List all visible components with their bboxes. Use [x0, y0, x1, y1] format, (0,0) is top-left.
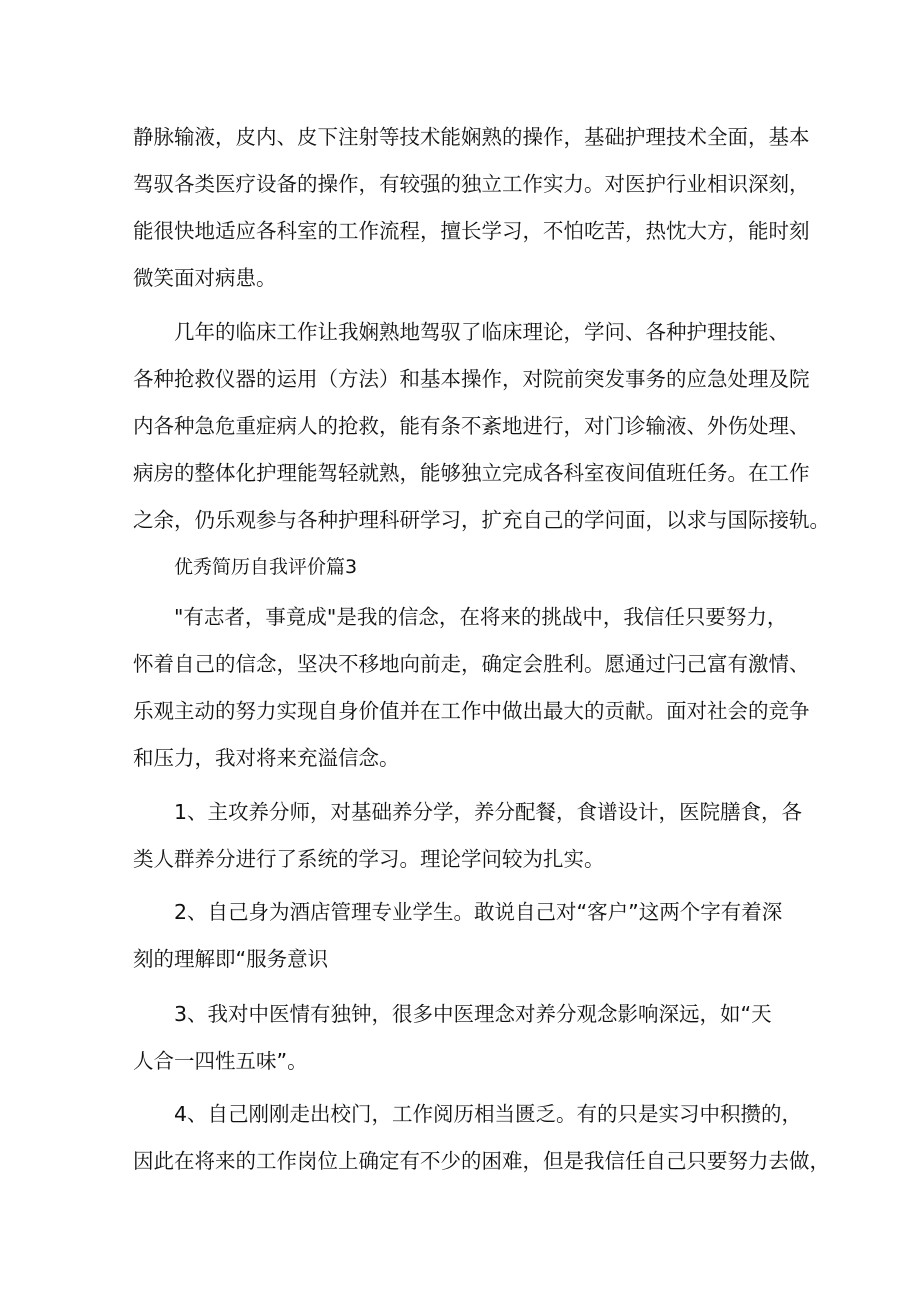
- paragraph-2-line-1: 几年的临床工作让我娴熟地驾驭了临床理论，学问、各种护理技能、: [174, 320, 789, 344]
- paragraph-1-line-3: 能很快地适应各科室的工作流程，擅长学习，不怕吃苦，热忱大方，能时刻: [133, 219, 810, 243]
- paragraph-1-line-2: 驾驭各类医疗设备的操作，有较强的独立工作实力。对医护行业相识深刻，: [133, 172, 810, 196]
- list-item-3-line-2: 人合一四性五味”。: [133, 1049, 308, 1073]
- list-item-1-line-2: 类人群养分进行了系统的学习。理论学问较为扎实。: [133, 847, 605, 871]
- list-item-3-line-1: 3、我对中医情有独钟，很多中医理念对养分观念影响深远，如“天: [174, 1002, 772, 1026]
- list-item-4-line-1: 4、自己刚刚走出校门，工作阅历相当匮乏。有的只是实习中积攒的，: [174, 1102, 803, 1126]
- list-item-4-line-2: 因此在将来的工作岗位上确定有不少的困难，但是我信任自己只要努力去做，: [133, 1149, 830, 1173]
- paragraph-2-line-3: 内各种急危重症病人的抢救，能有条不紊地进行，对门诊输液、外伤处理、: [133, 414, 810, 438]
- list-item-2-line-2: 刻的理解即“服务意识: [133, 947, 329, 971]
- paragraph-1-line-4: 微笑面对病患。: [133, 266, 277, 290]
- paragraph-3-line-3: 乐观主动的努力实现自身价值并在工作中做出最大的贡献。面对社会的竞争: [133, 699, 810, 723]
- paragraph-2-line-2: 各种抢救仪器的运用（方法）和基本操作，对院前突发事务的应急处理及院: [133, 367, 810, 391]
- paragraph-2-line-4: 病房的整体化护理能驾轻就熟，能够独立完成各科室夜间值班任务。在工作: [133, 461, 810, 485]
- paragraph-2-line-5: 之余，仍乐观参与各种护理科研学习，扩充自己的学问面，以求与国际接轨。: [133, 508, 830, 532]
- paragraph-3-line-1: "有志者，事竟成"是我的信念，在将来的挑战中，我信任只要努力，: [174, 605, 788, 629]
- paragraph-3-line-2: 怀着自己的信念，坚决不移地向前走，确定会胜利。愿通过闩己富有激情、: [133, 652, 810, 676]
- paragraph-3-line-4: 和压力，我对将来充溢信念。: [133, 746, 400, 770]
- section-heading: 优秀简历自我评价篇3: [174, 556, 358, 578]
- paragraph-1-line-1: 静脉输液，皮内、皮下注射等技术能娴熟的操作，基础护理技术全面，基本: [133, 125, 810, 149]
- list-item-2-line-1: 2、自己身为酒店管理专业学生。敢说自己对“客户”这两个字有着深: [174, 900, 783, 924]
- list-item-1-line-1: 1、主攻养分师，对基础养分学，养分配餐，食谱设计，医院膳食，各: [174, 800, 803, 824]
